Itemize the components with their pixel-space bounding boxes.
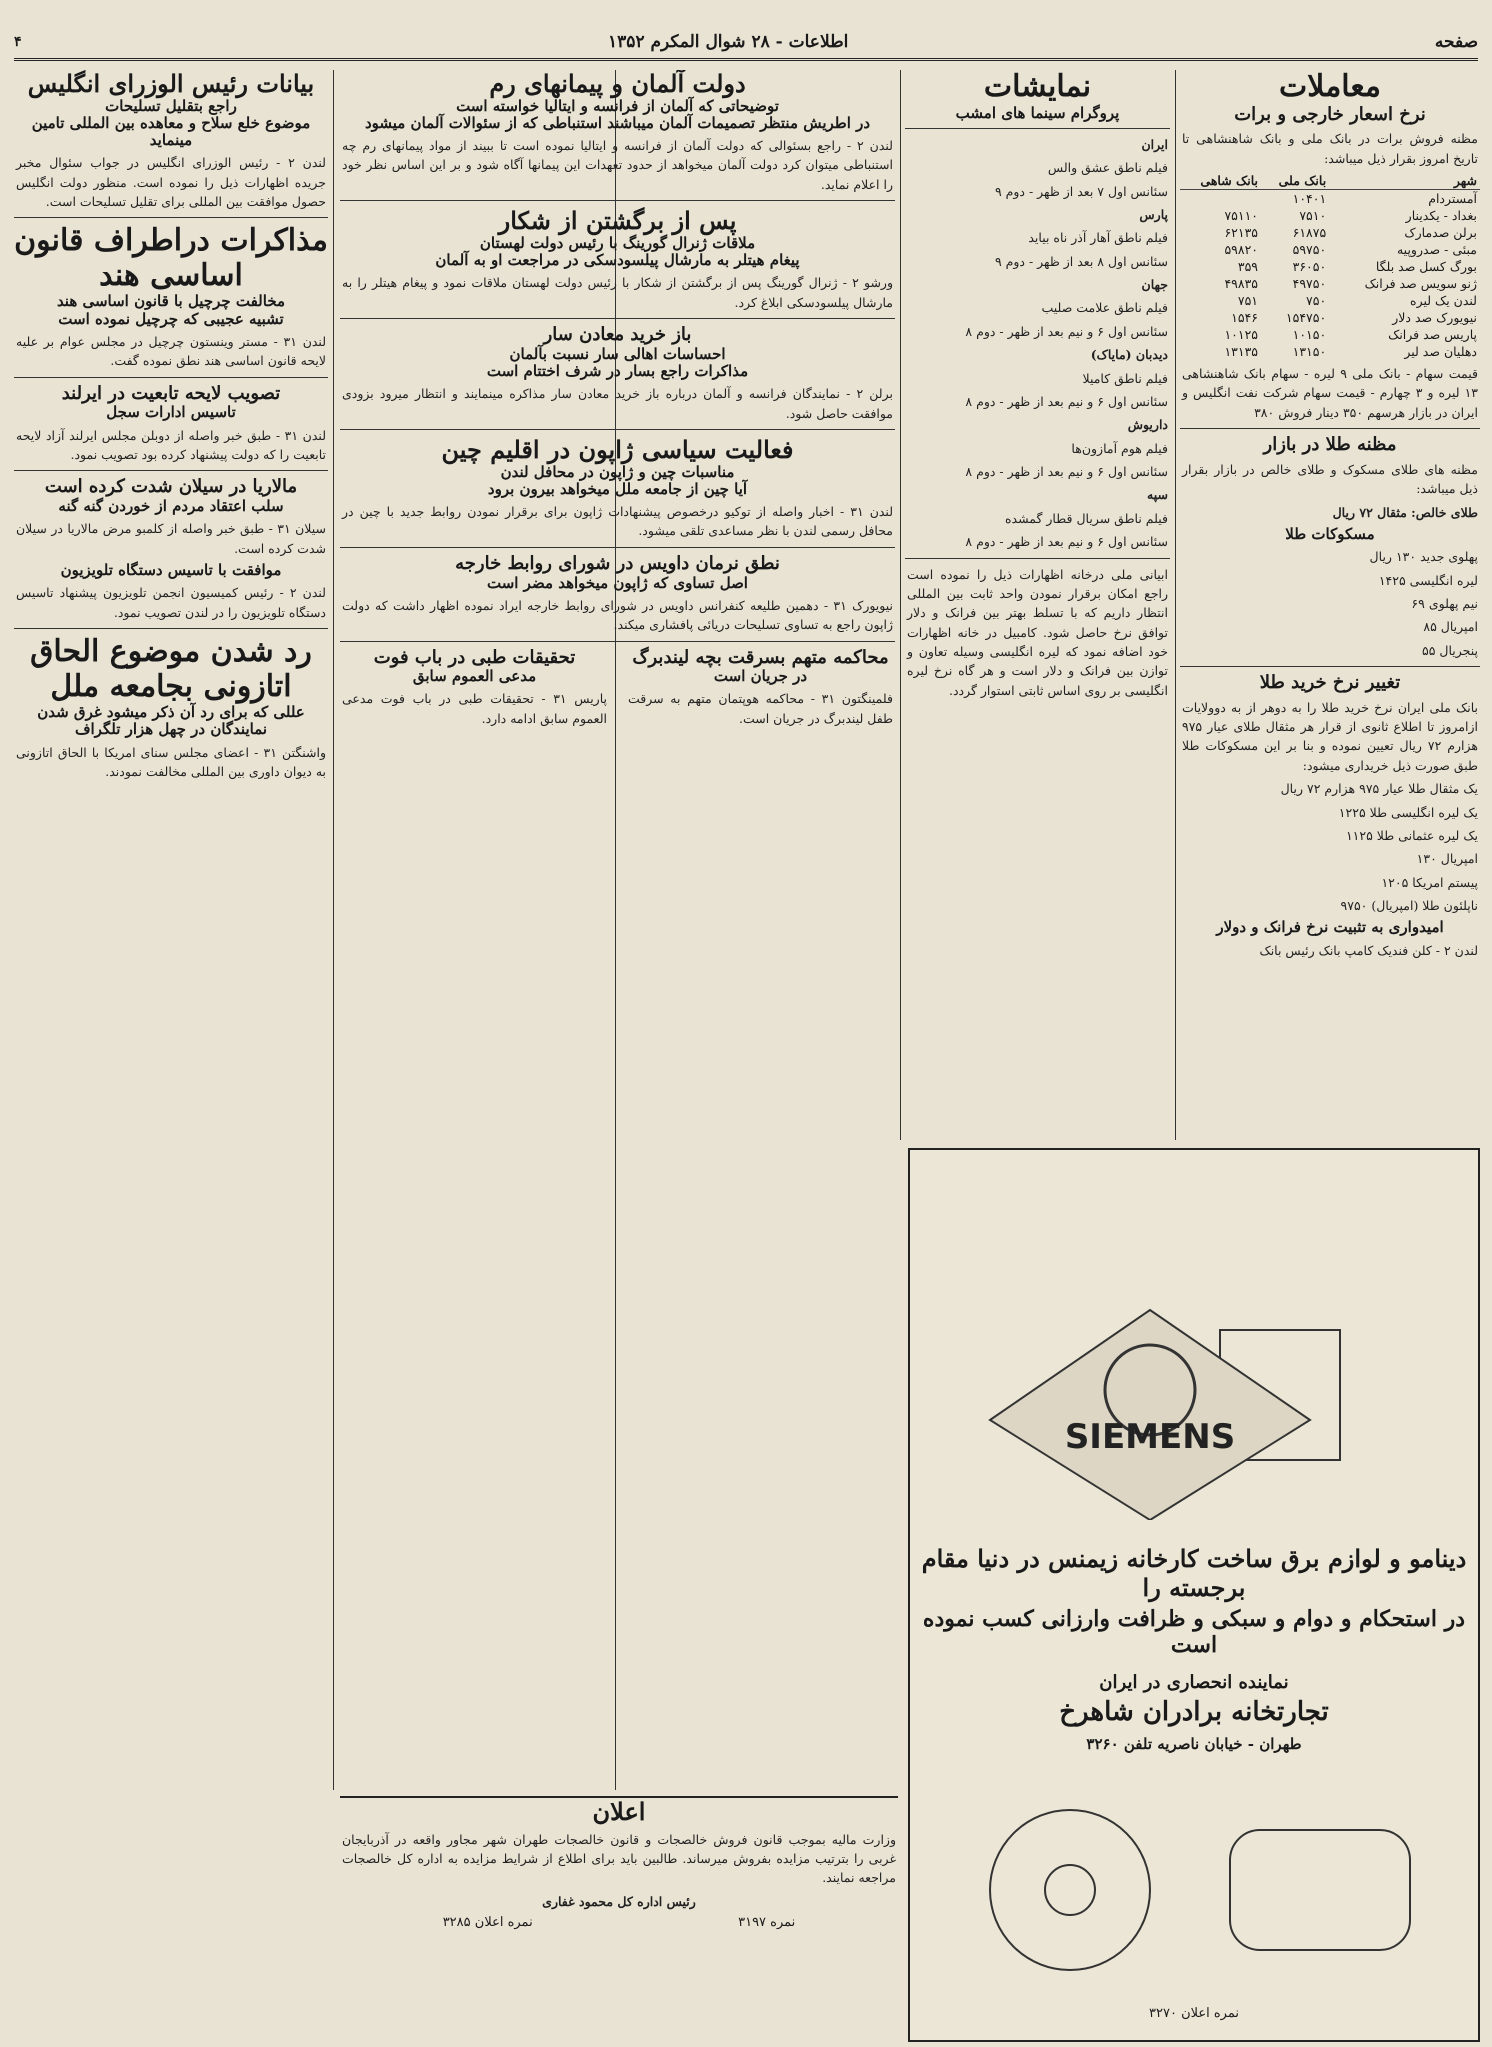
cinema-film: فیلم ناطق آهار آذر ناه بیاید [1028, 230, 1168, 246]
ad-line: نماینده انحصاری در ایران [1099, 1672, 1289, 1693]
table-cell: نیویورک صد دلار [1392, 309, 1477, 325]
table-header: بانک ملی [1261, 172, 1329, 190]
brief-trial [626, 648, 895, 733]
gold-change-item: یک لیره انگلیسی طلا ۱۲۲۵ [1338, 804, 1478, 820]
ad-address: طهران - خیابان ناصریه تلفن ۳۲۶۰ [1086, 1735, 1302, 1753]
table-cell: مبئی - صدروپیه [1396, 241, 1477, 257]
table-cell: ۵۹۷۵۰ [1292, 241, 1327, 257]
cinema-film: فیلم ناطق کامیلا [1082, 370, 1168, 386]
table-cell: ۱۰۱۵۰ [1292, 326, 1327, 342]
gold-pure: طلای خالص: مثقال ۷۲ ریال [1332, 504, 1478, 520]
gold-note: مظنه های طلای مسکوک و طلای خالص در بازار بقرار ذیل میباشد: [1182, 461, 1478, 497]
table-cell: پاریس صد فرانک [1388, 326, 1477, 342]
table-row [1180, 258, 1480, 275]
cinema-times: سئانس اول ۶ و نیم بعد از ظهر - دوم ۸ [965, 323, 1168, 339]
article-body: ابیانی ملی درخانه اظهارات ذیل را نموده است راجع امکان برقرار نمودن واحد ثابت بین المللی انتظار داریم که با تسلط بهتر بین فرانک و دلار توافق نرخ حاصل شود. کامبیل در خانه اظهارات خود اضافه نمود که لیره انگلیسی وسیله تعاون و توازن بین فرانک و دلار است و هر گاه نرخ لیره انگلیسی بر روی اساس ثابتی استوار گردد. [907, 566, 1168, 698]
coin-item: پهلوی جدید ۱۳۰ ریال [1369, 549, 1478, 565]
article-body: پاریس ۳۱ - تحقیقات طبی در باب فوت مدعی العموم سابق ادامه دارد. [342, 691, 607, 726]
subheadline: مخالفت چرچیل با قانون اساسی هند [56, 292, 286, 311]
column-world-news [340, 70, 895, 1790]
table-cell: لندن یک لیره [1410, 292, 1477, 308]
table-cell: ۷۵۱ [1237, 292, 1259, 308]
shows-subtitle: پروگرام سینما های امشب [955, 103, 1120, 122]
table-row [1180, 292, 1480, 309]
coin-item: امپریال ۸۵ [1423, 619, 1478, 635]
cinema-name: داریوش [1127, 417, 1168, 433]
exchange-title: معاملات [1279, 70, 1381, 104]
article-body: لندن ۳۱ - اخبار واصله از توکیو درخصوص پیشنهادات ژاپون برای برقرار نمودن روابط جدید با چین در محافل رسمی لندن با نظر مساعدی تلقی میشود. [342, 504, 894, 539]
notice-number: نمره ۳۱۹۷ [738, 1915, 796, 1931]
table-cell: ۱۵۴۶ [1231, 309, 1259, 325]
notice-signature: رئیس اداره کل محمود غفاری [542, 1893, 696, 1909]
table-row [1180, 241, 1480, 258]
gold-change-item: یک لیره عثمانی طلا ۱۱۲۵ [1345, 827, 1478, 843]
table-cell [1180, 189, 1261, 207]
masthead-date: اطلاعات - ۲۸ شوال المکرم ۱۳۵۲ [608, 32, 849, 52]
exchange-note: مظنه فروش برات در بانک ملی و بانک شاهنشاهی تا تاریخ امروز بقرار ذیل میباشد: [1182, 131, 1478, 166]
headline: نطق نرمان داویس در شورای روابط خارجه [455, 552, 780, 574]
column-shows [905, 70, 1170, 1140]
cinema-name: پارس [1139, 206, 1168, 222]
subheadline: موضوع خلع سلاح و معاهده بین المللی تامین مینماید [31, 113, 311, 150]
subheadline: ملاقات ژنرال گورینگ با رئیس دولت لهستان [479, 233, 756, 252]
subheadline: آیا چین از جامعه ملل میخواهد بیرون برود [487, 479, 748, 498]
exchange-table [1180, 172, 1480, 360]
article-body: لندن ۲ - رئیس کمیسیون انجمن تلویزیون پیشنهاد تاسیس دستگاه تلویزیون را در لندن تصویب نمود. [16, 585, 326, 620]
subheadline: مذاکرات راجع بسار در شرف اختتام است [486, 362, 749, 380]
column-politics [14, 70, 328, 2035]
subheadline: احساسات اهالی سار نسبت بآلمان [509, 344, 726, 363]
coin-item: نیم پهلوی ۶۹ [1411, 595, 1478, 611]
table-cell: بغداد - یکدینار [1405, 207, 1477, 223]
diamond-shape [990, 1310, 1310, 1520]
cinema-times: سئانس اول ۸ بعد از ظهر - دوم ۹ [994, 253, 1168, 269]
headline: مذاکرات دراطراف قانون اساسی هند [14, 223, 328, 293]
cinema-name: سپه [1147, 487, 1168, 503]
gold-change-item: ناپلئون طلا (امپریال) ۹۷۵۰ [1340, 898, 1478, 914]
official-notice [340, 1796, 898, 2038]
ad-line: در استحکام و دوام و سبکی و ظرافت وارزانی کسب نموده است [922, 1606, 1466, 1658]
article-body: لندن ۳۱ - مستر وینستون چرچیل در مجلس عوام بر علیه لایحه قانون اساسی هند نطق نموده گفت. [16, 333, 327, 369]
table-row [1180, 207, 1480, 224]
column-rule [1175, 70, 1176, 1140]
ad-line: دینامو و لوازم برق ساخت کارخانه زیمنس در دنیا مقام برجسته را [921, 1544, 1467, 1602]
article-body: لندن ۳۱ - طبق خبر واصله از دوبلن مجلس ایرلند آزاد لایحه تابعیت را که دولت پیشنهاد کرده بود تصویب نمود. [16, 427, 327, 463]
gold-change-item: یک مثقال طلا عیار ۹۷۵ هزارم ۷۲ ریال [1280, 781, 1478, 797]
coin-item: لیره انگلیسی ۱۴۲۵ [1378, 572, 1478, 588]
article-body: واشنگتن ۳۱ - اعضای مجلس سنای امریکا با الحاق اتازونی به دیوان داوری بین المللی مخالفت نمودند. [16, 744, 327, 779]
table-cell: ۷۵۱۱۰ [1224, 207, 1259, 223]
coin-item: پنجریال ۵۵ [1422, 642, 1478, 658]
table-header: بانک شاهی [1180, 172, 1261, 190]
motor-illustration [930, 1790, 1450, 1990]
gold-change-body: بانک ملی ایران نرخ خرید طلا را به دوهر از به دوولایات ازامروز تا اطلاع ثانوی از قرار هر مثقال طلای عیار ۹۷۵ هزارم ۷۲ ریال تعیین نموده و بنا بر این مسکوکات طلا طبق صورت ذیل خریداری میشود: [1182, 699, 1478, 773]
table-cell: ۳۶۰۵۰ [1292, 258, 1327, 274]
gold-change-item: امپریال ۱۳۰ [1416, 851, 1478, 867]
wheel-shape [990, 1810, 1150, 1970]
hope-body: لندن ۲ - کلن فندیک کامپ بانک رئیس بانک [1259, 942, 1478, 958]
cinema-film: فیلم ناطق سریال قطار گمشده [1004, 510, 1168, 526]
table-cell: ۴۹۸۳۵ [1224, 275, 1259, 291]
table-row [1180, 326, 1480, 343]
headline: پس از برگشتن از شکار [498, 206, 737, 236]
table-cell: ۶۲۱۳۵ [1224, 224, 1259, 240]
page-number: ۴ [14, 34, 22, 50]
table-cell: برلن صدمارک [1404, 224, 1477, 240]
notice-body: وزارت مالیه بموجب قانون فروش خالصجات و قانون خالصجات طهران شهر مجاور واقعه در آذربایجان غربی را بترتیب مزایده بفروش میرساند. طالبین باید برای اطلاع از شرایط مزایده به اداره کل خالصجات مراجعه نمایند. [342, 1831, 896, 1886]
column-exchange [1180, 70, 1480, 1140]
subheadline: سلب اعتقاد مردم از خوردن گنه گنه [58, 497, 284, 516]
notice-number: نمره اعلان ۳۲۸۵ [442, 1915, 533, 1931]
headline: محاکمه متهم بسرقت بچه لیندبرگ [632, 646, 889, 668]
subheadline: مدعی العموم سابق [412, 667, 537, 686]
table-cell: بورگ کسل صد بلگا [1375, 258, 1477, 274]
brand-logo: SIEMENS [1064, 1417, 1236, 1457]
subheadline: عللی که برای رد آن ذکر میشود غرق شدن نمایندگان در چهل هزار تلگراف [37, 703, 305, 739]
article-body: ورشو ۲ - ژنرال گورینگ پس از برگشتن از شکار با رئیس دولت لهستان ملاقات نمود و پیغام هیتلر را به مارشال پیلسودسکی ابلاغ کرد. [342, 275, 893, 310]
subheadline: راجع بتقلیل تسلیحات [105, 96, 237, 115]
cinema-times: سئانس اول ۶ و نیم بعد از ظهر - دوم ۸ [965, 464, 1168, 479]
list-item [905, 345, 1170, 411]
table-row [1180, 275, 1480, 292]
cinema-name: دیدبان (مایاک) [1090, 347, 1168, 363]
table-header: شهر [1329, 172, 1480, 190]
headline: مالاریا در سیلان شدت کرده است [44, 476, 298, 498]
gold-change-title: تغییر نرخ خرید طلا [1259, 672, 1401, 693]
two-column-briefs [340, 648, 895, 733]
table-cell: ۱۳۱۵۰ [1292, 343, 1327, 359]
table-cell: ۶۱۸۷۵ [1292, 224, 1327, 240]
cinema-name: ایران [1141, 136, 1168, 152]
shares-note: قیمت سهام - بانک ملی ۹ لیره - سهام بانک شاهنشاهی ۱۳ لیره و ۳ چهارم - قیمت سهام شرکت نفت انگلیس و ایران در بازار هرسهم ۳۵۰ دینار فروش ۳۸۰ [1182, 365, 1478, 420]
article-body: برلن ۲ - نمایندگان فرانسه و آلمان درباره باز خرید معادن سار مذاکره مینمایند و انتظار میرود بزودی موافقت حاصل شود. [342, 386, 893, 421]
cinema-times: سئانس اول ۶ و نیم بعد از ظهر - دوم ۸ [965, 534, 1168, 550]
cinema-film: فیلم ناطق علامت صلیب [1041, 300, 1168, 316]
list-item [905, 275, 1170, 341]
table-row [1180, 343, 1480, 360]
notice-title: اعلان [592, 1797, 646, 1826]
table-cell: ۱۳۱۳۵ [1224, 343, 1259, 359]
shows-title: نمایشات [983, 70, 1092, 104]
masthead [14, 26, 1478, 61]
ad-line: تجارتخانه برادران شاهرخ [1059, 1697, 1329, 1727]
list-item [905, 205, 1170, 271]
subheadline: در اطریش منتظر تصمیمات آلمان میباشند استنباطی که از سئوالات آلمان میشود [364, 113, 871, 132]
page-label: صفحه [1434, 32, 1478, 52]
column-rule [900, 70, 901, 1140]
cinema-film: فیلم هوم آمازون‌ها [1071, 440, 1168, 456]
headline: فعالیت سیاسی ژاپون در اقلیم چین [441, 435, 794, 464]
ad-number: نمره اعلان ۳۲۷۰ [1149, 2006, 1239, 2021]
table-cell: ۳۵۹ [1237, 258, 1259, 274]
subheadline: تاسیس ادارات سجل [106, 403, 236, 422]
article-body: نیویورک ۳۱ - دهمین طلیعه کنفرانس داویس در شورای روابط خارجه ایراد نموده اظهار داشت که دولت ژاپون راجع به تساوی تسلیحات دریائی پافشاری میکند. [342, 597, 893, 633]
table-cell: ۴۹۷۵۰ [1292, 275, 1327, 291]
subheadline: موافقت با تاسیس دستگاه تلویزیون [60, 561, 282, 580]
headline: دولت آلمان و پیمانهای رم [489, 70, 746, 98]
motor-shape [1230, 1830, 1410, 1950]
generator-illustration [950, 1270, 1370, 1520]
cinema-times: سئانس اول ۶ و نیم بعد از ظهر - دوم ۸ [965, 393, 1168, 409]
ad-text [920, 1540, 1468, 1761]
subheadline: توضیحاتی که آلمان از فرانسه و ایتالیا خواسته است [456, 96, 779, 115]
hope-title: امیدواری به تثبیت نرخ فرانک و دولار [1216, 918, 1444, 937]
cinema-list [905, 135, 1170, 552]
table-cell: ۷۵۱۰ [1299, 207, 1327, 223]
list-item [905, 415, 1170, 481]
article-body: لندن ۲ - راجع بسئوالی که دولت آلمان از فرانسه و ایتالیا نموده است تا ببیند از مواد پیمانهای رم چه استنباطی میتوان کرد دولت آلمان میخواهد از حدود تعهدات این پیمانها آگاه شود و بر این اساس نظر خود را اعلام نماید. [342, 138, 893, 192]
cinema-times: سئانس اول ۷ بعد از ظهر - دوم ۹ [994, 183, 1168, 199]
table-header-row [1180, 172, 1480, 190]
table-cell: دهلیان صد لیر [1404, 343, 1477, 359]
headline: بیانات رئیس الوزرای انگلیس [27, 70, 315, 98]
subheadline: تشبیه عجیبی که چرچیل نموده است [58, 309, 284, 328]
brief-medical [340, 648, 616, 733]
subheadline: پیغام هیتلر به مارشال پیلسودسکی در مراجعت او به آلمان [435, 251, 800, 270]
list-item [905, 135, 1170, 201]
cinema-name: جهان [1141, 277, 1168, 292]
article-body: سیلان ۳۱ - طبق خبر واصله از کلمبو مرض مالاریا در سیلان شدت کرده است. [16, 521, 327, 556]
notice-numbers [340, 1915, 898, 1930]
hub-shape [1045, 1865, 1095, 1915]
table-cell: ژنو سویس صد فرانک [1364, 275, 1477, 291]
column-rule [333, 70, 334, 1790]
subheadline: مناسبات چین و ژاپون در محافل لندن [500, 462, 735, 481]
subheadline: اصل تساوی که ژاپون میخواهد مضر است [487, 573, 748, 592]
exchange-subtitle: نرخ اسعار خارجی و برات [1234, 103, 1426, 125]
gold-title: مظنه طلا در بازار [1263, 434, 1397, 456]
headline: رد شدن موضوع الحاق اتازونی بجامعه ملل [30, 634, 312, 704]
siemens-advertisement [908, 1148, 1480, 2042]
table-row [1180, 224, 1480, 241]
table-cell: ۷۵۰ [1306, 292, 1327, 308]
subheadline: در جریان است [713, 667, 808, 686]
article-body: فلمینگتون ۳۱ - محاکمه هوپتمان متهم به سرقت طفل لیندبرگ در جریان است. [628, 691, 893, 726]
table-cell: ۵۹۸۲۰ [1224, 241, 1259, 257]
headline: تصویب لایحه تابعیت در ایرلند [61, 382, 281, 404]
list-item [905, 485, 1170, 551]
gold-change-item: پیستم امریکا ۱۲۰۵ [1381, 874, 1478, 890]
table-row [1180, 189, 1480, 207]
table-cell: ۱۵۴۷۵۰ [1285, 309, 1327, 325]
headline: تحقیقات طبی در باب فوت [373, 646, 576, 668]
table-cell: آمستردام [1428, 190, 1477, 206]
table-cell: ۱۰۱۲۵ [1224, 326, 1259, 342]
table-cell: ۱۰۴۰۱ [1292, 190, 1327, 206]
article-body: لندن ۲ - رئیس الوزرای انگلیس در جواب سئوال مخبر جریده اظهارات ذیل را نموده است. منظور دولت انگلیس حصول موافقت بین المللی برای تقلیل تسلیحات است. [16, 155, 326, 210]
coins-title: مسکوکات طلا [1285, 524, 1375, 543]
cinema-film: فیلم ناطق عشق والس [1047, 160, 1168, 176]
table-row [1180, 309, 1480, 326]
headline: باز خرید معادن سار [543, 324, 692, 346]
